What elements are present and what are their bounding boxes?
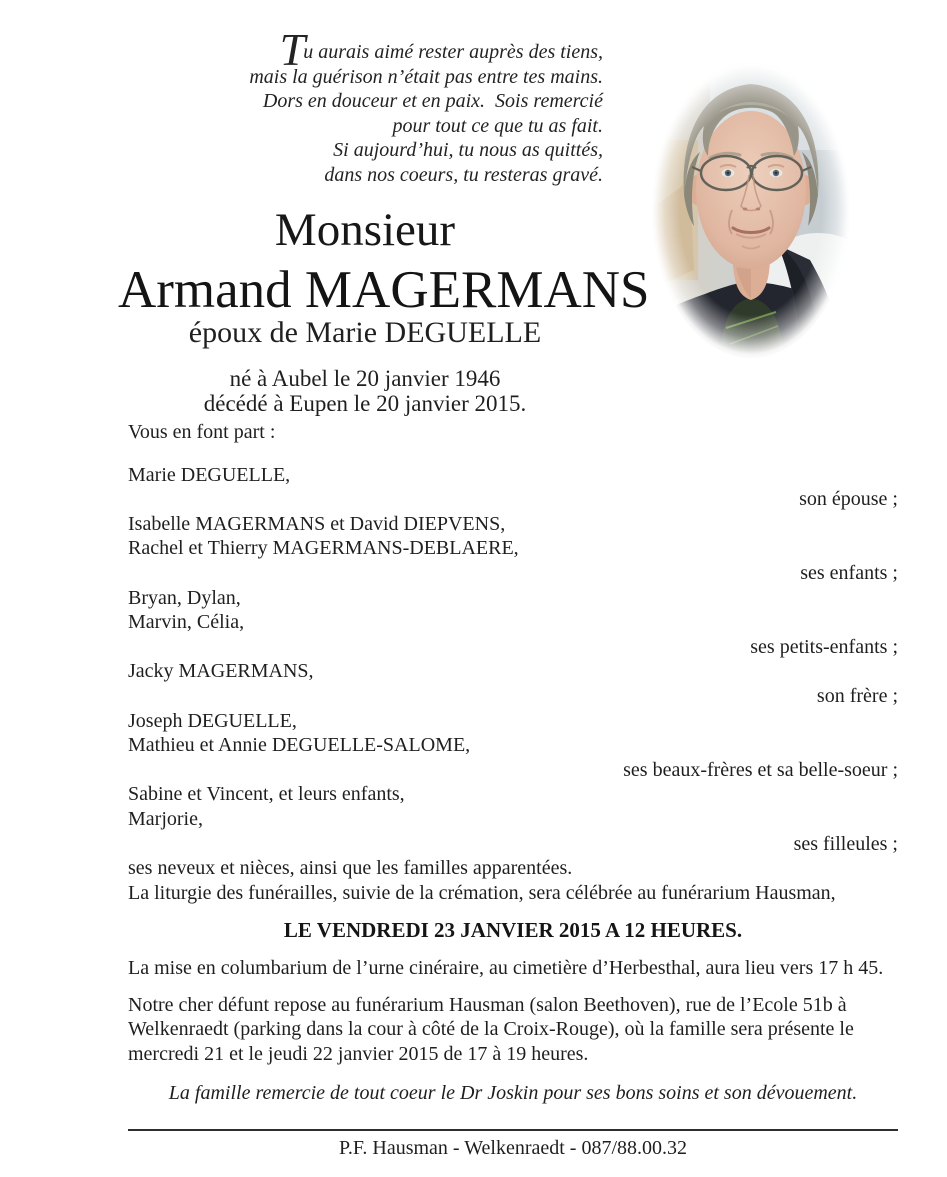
poem-line: Si aujourd’hui, tu nous as quittés,: [333, 139, 603, 161]
relation-label: ses enfants ;: [800, 561, 898, 584]
poem-line: mais la guérison n’était pas entre tes mains.: [249, 65, 603, 88]
relation-label: son épouse ;: [799, 488, 898, 511]
relation-label: ses beaux-frères et sa belle-soeur ;: [623, 758, 898, 781]
header-column: [118, 24, 650, 416]
poem-line: pour tout ce que tu as fait.: [392, 114, 603, 137]
poem-line: Dors en douceur et en paix. Sois remercié: [262, 90, 603, 112]
repose-line: Welkenraedt (parking dans la cour à côté de la Croix-Rouge), où la famille sera présente le: [128, 1018, 854, 1041]
poem-line-text: u aurais aimé rester auprès des tiens,: [303, 41, 603, 63]
family-line: Bryan, Dylan,: [128, 586, 241, 609]
deceased-title: Monsieur: [274, 204, 456, 256]
poem-initial-letter: T: [279, 24, 304, 75]
family-line: ses neveux et nièces, ainsi que les familles apparentées.: [128, 857, 573, 880]
repose-paragraph: [128, 993, 898, 1067]
family-line: Joseph DEGUELLE,: [128, 709, 297, 732]
family-line: Isabelle MAGERMANS et David DIEPVENS,: [128, 512, 506, 535]
family-line: Sabine et Vincent, et leurs enfants,: [128, 783, 405, 806]
intro-line: Vous en font part :: [128, 421, 276, 443]
relation-label: ses filleules ;: [793, 832, 898, 855]
deceased-death-line: décédé à Eupen le 20 janvier 2015.: [203, 391, 527, 416]
repose-line: Notre cher défunt repose au funérarium Hausman (salon Beethoven), rue de l’Ecole 51b à: [128, 993, 847, 1016]
family-line: Mathieu et Annie DEGUELLE-SALOME,: [128, 734, 471, 757]
family-line: Jacky MAGERMANS,: [128, 660, 314, 683]
family-line: Marie DEGUELLE,: [128, 463, 291, 486]
repose-line: mercredi 21 et le jeudi 22 janvier 2015 de 17 à 19 heures.: [128, 1043, 589, 1066]
poem-line: dans nos coeurs, tu resteras gravé.: [324, 163, 603, 186]
deceased-name: Armand MAGERMANS: [118, 261, 650, 319]
memorial-poem: [118, 24, 612, 187]
family-line: Marvin, Célia,: [128, 611, 245, 634]
ceremony-datetime: LE VENDREDI 23 JANVIER 2015 A 12 HEURES.: [283, 918, 743, 943]
deceased-birth-line: né à Aubel le 20 janvier 1946: [229, 366, 501, 391]
thanks-line: La famille remercie de tout coeur le Dr Joskin pour ses bons soins et son dévouement.: [168, 1081, 858, 1104]
funeral-home-contact: P.F. Hausman - Welkenraedt - 087/88.00.32: [338, 1137, 688, 1160]
deceased-spouse-line: époux de Marie DEGUELLE: [188, 316, 542, 349]
portrait-photo: [650, 60, 852, 360]
relation-label: son frère ;: [816, 684, 898, 707]
family-line: Marjorie,: [128, 807, 203, 830]
poem-line: [118, 24, 603, 75]
relation-label: ses petits-enfants ;: [750, 635, 898, 658]
portrait-photo-illustration: [650, 60, 852, 360]
columbarium-line: La mise en columbarium de l’urne cinéraire, au cimetière d’Herbesthal, aura lieu vers 17 h 45.: [128, 957, 884, 980]
footer-divider: [128, 1129, 898, 1131]
family-line: Rachel et Thierry MAGERMANS-DEBLAERE,: [128, 537, 519, 560]
liturgy-line: La liturgie des funérailles, suivie de la crémation, sera célébrée au funérarium Hausman,: [128, 881, 836, 904]
announcement-body: [128, 420, 898, 1160]
